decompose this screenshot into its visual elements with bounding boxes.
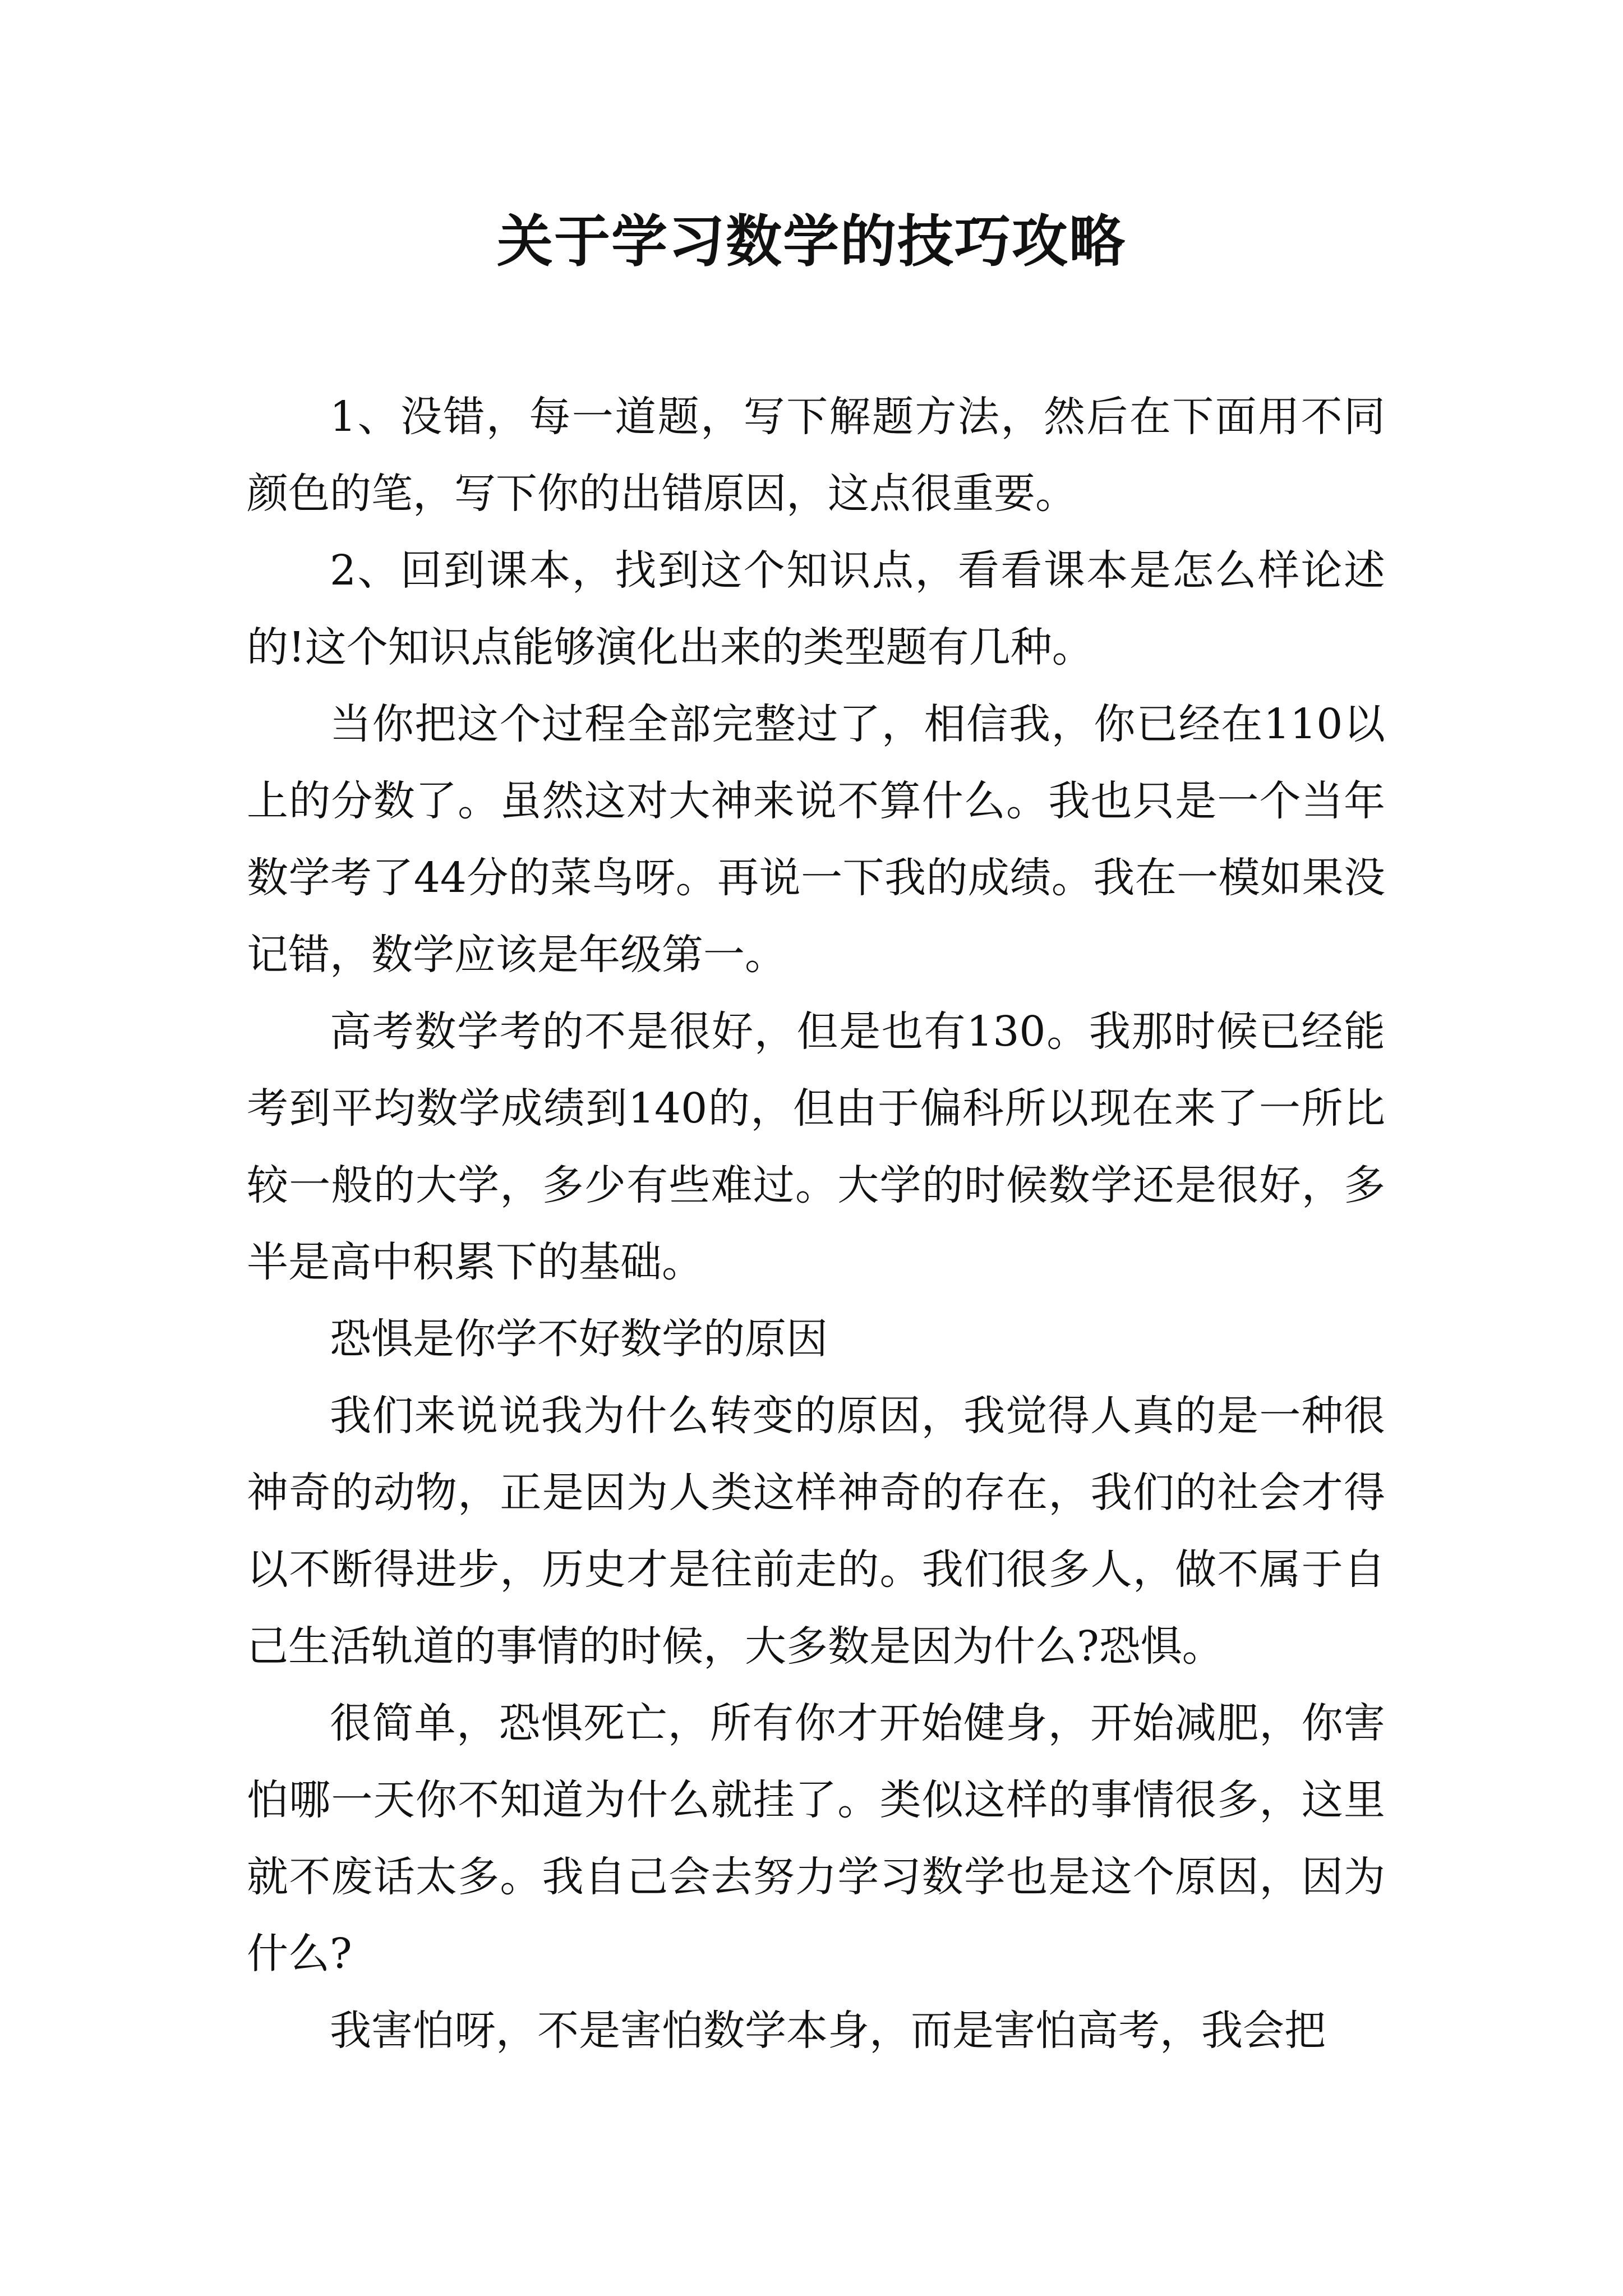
- document-body: [247, 379, 1385, 2069]
- paragraph: 我害怕呀，不是害怕数学本身，而是害怕高考，我会把: [330, 2007, 1326, 2055]
- paragraph: 高考数学考的不是很好，但是也有130。我那时候已经能考到平均数学成绩到140的，但由于偏科所以现在来了一所比较一般的大学，多少有些难过。大学的时候数学还是很好，多半是高中积累下的基础。: [247, 1007, 1385, 1286]
- document-title: 关于学习数学的技巧攻略: [497, 208, 1126, 274]
- paragraph: 1、没错，每一道题，写下解题方法，然后在下面用不同颜色的笔，写下你的出错原因，这点很重要。: [247, 393, 1385, 518]
- section-heading: 恐惧是你学不好数学的原因: [330, 1315, 828, 1363]
- paragraph: 我们来说说我为什么转变的原因，我觉得人真的是一种很神奇的动物，正是因为人类这样神奇的存在，我们的社会才得以不断得进步，历史才是往前走的。我们很多人，做不属于自己生活轨道的事情的时候，大多数是因为什么?恐惧。: [247, 1392, 1385, 1671]
- paragraph: 当你把这个过程全部完整过了，相信我，你已经在110以上的分数了。虽然这对大神来说不算什么。我也只是一个当年数学考了44分的菜鸟呀。再说一下我的成绩。我在一模如果没记错，数学应该是年级第一。: [247, 700, 1385, 979]
- paragraph: 很简单，恐惧死亡，所有你才开始健身，开始减肥，你害怕哪一天你不知道为什么就挂了。类似这样的事情很多，这里就不废话太多。我自己会去努力学习数学也是这个原因，因为什么?: [247, 1699, 1385, 1978]
- paragraph: 2、回到课本，找到这个知识点，看看课本是怎么样论述的!这个知识点能够演化出来的类型题有几种。: [247, 546, 1385, 671]
